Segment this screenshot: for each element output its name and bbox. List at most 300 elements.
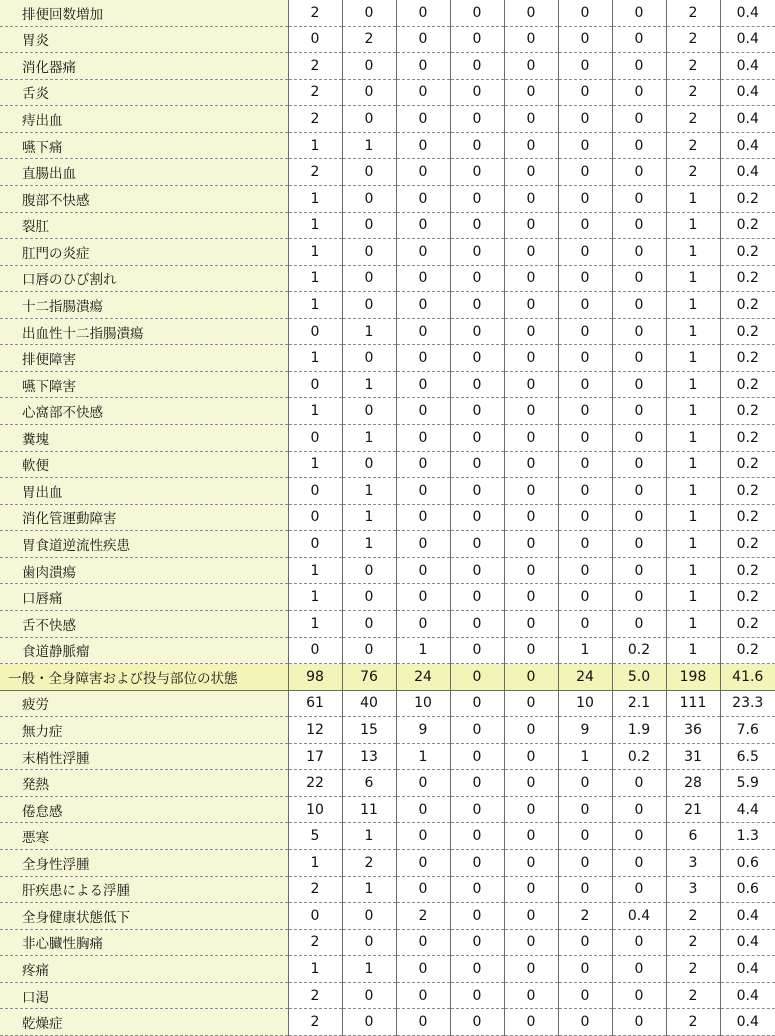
value-cell: 0 (288, 26, 342, 53)
table-row (0, 690, 775, 717)
table-row (0, 26, 775, 53)
value-cell: 0 (612, 531, 666, 558)
value-cell: 0.2 (720, 584, 775, 611)
value-cell: 0 (450, 318, 504, 345)
value-cell: 2 (288, 106, 342, 133)
value-cell: 0 (612, 850, 666, 877)
value-cell: 24 (558, 664, 612, 691)
value-cell: 76 (342, 664, 396, 691)
event-name-cell: 排便障害 (0, 345, 288, 372)
value-cell: 0.2 (720, 212, 775, 239)
table-row (0, 345, 775, 372)
value-cell: 1 (666, 557, 720, 584)
value-cell: 0 (396, 823, 450, 850)
value-cell: 0 (612, 265, 666, 292)
value-cell: 0 (612, 823, 666, 850)
value-cell: 1 (288, 212, 342, 239)
value-cell: 0.6 (720, 850, 775, 877)
value-cell: 1 (342, 504, 396, 531)
value-cell: 1 (666, 637, 720, 664)
value-cell: 1 (666, 345, 720, 372)
value-cell: 0 (558, 876, 612, 903)
value-cell: 0 (558, 26, 612, 53)
value-cell: 0 (396, 0, 450, 26)
value-cell: 0 (612, 318, 666, 345)
value-cell: 0 (450, 664, 504, 691)
value-cell: 0 (612, 185, 666, 212)
table-row (0, 451, 775, 478)
value-cell: 61 (288, 690, 342, 717)
value-cell: 0 (612, 770, 666, 797)
event-name-cell: 全身性浮腫 (0, 850, 288, 877)
value-cell: 0 (504, 982, 558, 1009)
value-cell: 0 (342, 982, 396, 1009)
value-cell: 1 (666, 504, 720, 531)
value-cell: 1 (342, 956, 396, 983)
value-cell: 1 (558, 743, 612, 770)
value-cell: 7.6 (720, 717, 775, 744)
value-cell: 1 (666, 318, 720, 345)
value-cell: 0 (504, 478, 558, 505)
value-cell: 0 (450, 956, 504, 983)
value-cell: 0 (450, 903, 504, 930)
value-cell: 0 (504, 318, 558, 345)
value-cell: 0 (396, 531, 450, 558)
event-name-cell: 消化管運動障害 (0, 504, 288, 531)
value-cell: 41.6 (720, 664, 775, 691)
value-cell: 0 (504, 451, 558, 478)
value-cell: 23.3 (720, 690, 775, 717)
value-cell: 9 (396, 717, 450, 744)
value-cell: 2 (288, 929, 342, 956)
event-name-cell: 倦怠感 (0, 796, 288, 823)
value-cell: 0.2 (720, 504, 775, 531)
value-cell: 0 (504, 398, 558, 425)
value-cell: 1 (666, 185, 720, 212)
value-cell: 0 (504, 212, 558, 239)
value-cell: 0 (342, 106, 396, 133)
value-cell: 0 (504, 743, 558, 770)
value-cell: 12 (288, 717, 342, 744)
value-cell: 5 (288, 823, 342, 850)
value-cell: 0.6 (720, 876, 775, 903)
value-cell: 17 (288, 743, 342, 770)
value-cell: 0.4 (720, 1009, 775, 1036)
value-cell: 0 (450, 557, 504, 584)
value-cell: 0 (396, 425, 450, 452)
value-cell: 0 (558, 770, 612, 797)
value-cell: 0.2 (720, 451, 775, 478)
event-name-cell: 裂肛 (0, 212, 288, 239)
value-cell: 0 (288, 504, 342, 531)
value-cell: 198 (666, 664, 720, 691)
value-cell: 0 (558, 557, 612, 584)
value-cell: 0 (342, 451, 396, 478)
event-name-cell: 乾燥症 (0, 1009, 288, 1036)
value-cell: 0 (450, 185, 504, 212)
value-cell: 0 (342, 1009, 396, 1036)
value-cell: 0 (450, 53, 504, 80)
value-cell: 10 (396, 690, 450, 717)
table-row (0, 318, 775, 345)
value-cell: 0.2 (720, 371, 775, 398)
value-cell: 2 (666, 982, 720, 1009)
value-cell: 6.5 (720, 743, 775, 770)
value-cell: 0 (396, 584, 450, 611)
value-cell: 2 (666, 53, 720, 80)
value-cell: 0 (396, 876, 450, 903)
value-cell: 28 (666, 770, 720, 797)
value-cell: 0.2 (720, 239, 775, 266)
value-cell: 0 (558, 531, 612, 558)
value-cell: 5.9 (720, 770, 775, 797)
value-cell: 0.2 (720, 318, 775, 345)
value-cell: 10 (288, 796, 342, 823)
table-row (0, 531, 775, 558)
value-cell: 0 (396, 265, 450, 292)
value-cell: 0 (342, 159, 396, 186)
value-cell: 0 (450, 637, 504, 664)
value-cell: 0.2 (720, 425, 775, 452)
table-row (0, 796, 775, 823)
value-cell: 0.2 (720, 531, 775, 558)
value-cell: 1 (288, 610, 342, 637)
value-cell: 0 (396, 504, 450, 531)
value-cell: 0 (558, 265, 612, 292)
value-cell: 0 (612, 292, 666, 319)
table-row (0, 239, 775, 266)
table-row (0, 504, 775, 531)
value-cell: 0 (612, 796, 666, 823)
event-name-cell: 全身健康状態低下 (0, 903, 288, 930)
value-cell: 0 (396, 132, 450, 159)
value-cell: 0 (558, 982, 612, 1009)
value-cell: 0 (612, 557, 666, 584)
value-cell: 1 (666, 584, 720, 611)
value-cell: 1 (666, 265, 720, 292)
value-cell: 0 (558, 1009, 612, 1036)
value-cell: 2 (288, 159, 342, 186)
value-cell: 0 (450, 823, 504, 850)
value-cell: 0.4 (720, 159, 775, 186)
value-cell: 0 (396, 239, 450, 266)
table-row (0, 982, 775, 1009)
value-cell: 1 (288, 292, 342, 319)
value-cell: 111 (666, 690, 720, 717)
value-cell: 0 (342, 212, 396, 239)
value-cell: 0 (612, 0, 666, 26)
value-cell: 0 (612, 425, 666, 452)
value-cell: 1 (342, 823, 396, 850)
value-cell: 0 (558, 53, 612, 80)
value-cell: 0 (450, 239, 504, 266)
value-cell: 2 (396, 903, 450, 930)
value-cell: 0 (450, 850, 504, 877)
value-cell: 0.4 (720, 903, 775, 930)
table-row (0, 717, 775, 744)
value-cell: 2 (288, 79, 342, 106)
value-cell: 0 (612, 398, 666, 425)
value-cell: 1.3 (720, 823, 775, 850)
event-name-cell: 非心臓性胸痛 (0, 929, 288, 956)
table-row (0, 371, 775, 398)
value-cell: 0.2 (720, 265, 775, 292)
value-cell: 2 (288, 876, 342, 903)
value-cell: 0 (504, 1009, 558, 1036)
value-cell: 0 (396, 79, 450, 106)
value-cell: 0 (558, 796, 612, 823)
value-cell: 2 (342, 850, 396, 877)
table-row (0, 478, 775, 505)
value-cell: 0 (612, 132, 666, 159)
value-cell: 0 (396, 770, 450, 797)
value-cell: 0 (558, 584, 612, 611)
table-row (0, 743, 775, 770)
value-cell: 0 (450, 26, 504, 53)
value-cell: 2 (288, 982, 342, 1009)
value-cell: 0 (612, 1009, 666, 1036)
value-cell: 2 (558, 903, 612, 930)
value-cell: 1 (666, 292, 720, 319)
value-cell: 31 (666, 743, 720, 770)
value-cell: 0 (396, 106, 450, 133)
value-cell: 0 (396, 982, 450, 1009)
value-cell: 0 (342, 79, 396, 106)
value-cell: 0 (396, 478, 450, 505)
value-cell: 2 (342, 26, 396, 53)
table-row (0, 265, 775, 292)
event-name-cell: 無力症 (0, 717, 288, 744)
value-cell: 0 (558, 185, 612, 212)
value-cell: 1 (288, 345, 342, 372)
value-cell: 0 (612, 239, 666, 266)
value-cell: 0 (558, 610, 612, 637)
value-cell: 0.4 (720, 132, 775, 159)
value-cell: 0 (396, 185, 450, 212)
value-cell: 15 (342, 717, 396, 744)
value-cell: 0 (504, 504, 558, 531)
value-cell: 2 (666, 132, 720, 159)
value-cell: 0 (396, 451, 450, 478)
value-cell: 0 (288, 425, 342, 452)
value-cell: 1 (342, 478, 396, 505)
value-cell: 1 (288, 185, 342, 212)
value-cell: 0 (558, 504, 612, 531)
event-name-cell: 一般・全身障害および投与部位の状態 (0, 664, 288, 691)
value-cell: 0 (558, 318, 612, 345)
value-cell: 1 (396, 743, 450, 770)
value-cell: 0.4 (612, 903, 666, 930)
event-name-cell: 舌不快感 (0, 610, 288, 637)
value-cell: 1 (288, 850, 342, 877)
table-row (0, 185, 775, 212)
value-cell: 0 (450, 265, 504, 292)
value-cell: 1 (288, 451, 342, 478)
event-name-cell: 胃炎 (0, 26, 288, 53)
value-cell: 0 (342, 265, 396, 292)
event-name-cell: 口唇痛 (0, 584, 288, 611)
value-cell: 21 (666, 796, 720, 823)
value-cell: 0 (450, 159, 504, 186)
value-cell: 0 (504, 132, 558, 159)
table-row (0, 159, 775, 186)
event-name-cell: 食道静脈瘤 (0, 637, 288, 664)
value-cell: 0 (612, 159, 666, 186)
value-cell: 13 (342, 743, 396, 770)
value-cell: 2 (288, 53, 342, 80)
event-name-cell: 腹部不快感 (0, 185, 288, 212)
value-cell: 0.4 (720, 982, 775, 1009)
value-cell: 0 (288, 318, 342, 345)
event-name-cell: 肛門の炎症 (0, 239, 288, 266)
value-cell: 0 (612, 345, 666, 372)
event-name-cell: 疲労 (0, 690, 288, 717)
value-cell: 0 (288, 637, 342, 664)
value-cell: 0 (342, 637, 396, 664)
value-cell: 0 (558, 371, 612, 398)
value-cell: 0 (612, 982, 666, 1009)
value-cell: 0.2 (720, 185, 775, 212)
value-cell: 2 (666, 0, 720, 26)
value-cell: 1 (288, 557, 342, 584)
value-cell: 1 (666, 239, 720, 266)
value-cell: 36 (666, 717, 720, 744)
value-cell: 0 (504, 717, 558, 744)
value-cell: 0 (450, 132, 504, 159)
value-cell: 0 (342, 398, 396, 425)
value-cell: 1 (342, 132, 396, 159)
value-cell: 1 (288, 265, 342, 292)
value-cell: 0 (396, 1009, 450, 1036)
value-cell: 1 (288, 956, 342, 983)
event-name-cell: 肝疾患による浮腫 (0, 876, 288, 903)
value-cell: 0 (504, 690, 558, 717)
event-name-cell: 胃食道逆流性疾患 (0, 531, 288, 558)
value-cell: 1 (666, 478, 720, 505)
value-cell: 3 (666, 850, 720, 877)
value-cell: 0 (504, 903, 558, 930)
table-row (0, 1009, 775, 1036)
value-cell: 0 (612, 53, 666, 80)
event-name-cell: 軟便 (0, 451, 288, 478)
table-row (0, 610, 775, 637)
value-cell: 0 (504, 929, 558, 956)
event-name-cell: 歯肉潰瘍 (0, 557, 288, 584)
value-cell: 0 (450, 79, 504, 106)
value-cell: 1 (342, 876, 396, 903)
value-cell: 0.4 (720, 106, 775, 133)
value-cell: 0 (342, 610, 396, 637)
value-cell: 1 (396, 637, 450, 664)
value-cell: 0.2 (720, 345, 775, 372)
value-cell: 0 (504, 850, 558, 877)
value-cell: 3 (666, 876, 720, 903)
value-cell: 0 (450, 584, 504, 611)
value-cell: 0 (342, 0, 396, 26)
event-name-cell: 糞塊 (0, 425, 288, 452)
table-row (0, 584, 775, 611)
value-cell: 2 (666, 79, 720, 106)
value-cell: 2.1 (612, 690, 666, 717)
value-cell: 1 (288, 398, 342, 425)
value-cell: 0 (504, 796, 558, 823)
value-cell: 0 (504, 185, 558, 212)
value-cell: 0 (450, 1009, 504, 1036)
value-cell: 0 (504, 106, 558, 133)
event-name-cell: 発熱 (0, 770, 288, 797)
value-cell: 0 (342, 292, 396, 319)
value-cell: 0 (450, 106, 504, 133)
value-cell: 0.2 (612, 637, 666, 664)
value-cell: 1 (666, 398, 720, 425)
value-cell: 0 (396, 53, 450, 80)
event-name-cell: 末梢性浮腫 (0, 743, 288, 770)
value-cell: 0 (396, 557, 450, 584)
value-cell: 0 (450, 425, 504, 452)
table-row (0, 637, 775, 664)
value-cell: 0 (342, 929, 396, 956)
value-cell: 0 (612, 478, 666, 505)
value-cell: 6 (666, 823, 720, 850)
value-cell: 0 (396, 345, 450, 372)
event-name-cell: 舌炎 (0, 79, 288, 106)
value-cell: 1 (288, 584, 342, 611)
value-cell: 0 (612, 371, 666, 398)
value-cell: 0 (450, 770, 504, 797)
event-name-cell: 消化器痛 (0, 53, 288, 80)
value-cell: 0.4 (720, 929, 775, 956)
event-name-cell: 嚥下障害 (0, 371, 288, 398)
value-cell: 0.4 (720, 956, 775, 983)
value-cell: 1 (342, 371, 396, 398)
value-cell: 0 (450, 0, 504, 26)
table-row (0, 398, 775, 425)
value-cell: 0 (450, 292, 504, 319)
value-cell: 1 (558, 637, 612, 664)
value-cell: 1 (342, 531, 396, 558)
value-cell: 0 (450, 504, 504, 531)
value-cell: 0 (558, 212, 612, 239)
value-cell: 0.4 (720, 53, 775, 80)
value-cell: 0 (612, 504, 666, 531)
value-cell: 0 (558, 132, 612, 159)
value-cell: 0.4 (720, 26, 775, 53)
value-cell: 0 (558, 929, 612, 956)
value-cell: 0 (396, 318, 450, 345)
value-cell: 1.9 (612, 717, 666, 744)
value-cell: 0 (396, 956, 450, 983)
value-cell: 0 (504, 0, 558, 26)
value-cell: 2 (666, 1009, 720, 1036)
value-cell: 0 (396, 796, 450, 823)
table-row (0, 292, 775, 319)
value-cell: 0 (450, 478, 504, 505)
table-row (0, 557, 775, 584)
value-cell: 0 (450, 717, 504, 744)
value-cell: 1 (342, 318, 396, 345)
value-cell: 0 (288, 531, 342, 558)
value-cell: 0.2 (720, 557, 775, 584)
value-cell: 5.0 (612, 664, 666, 691)
value-cell: 0 (504, 53, 558, 80)
value-cell: 0 (612, 212, 666, 239)
value-cell: 0 (342, 185, 396, 212)
value-cell: 0 (504, 664, 558, 691)
value-cell: 0 (450, 796, 504, 823)
value-cell: 0 (558, 425, 612, 452)
table-row (0, 770, 775, 797)
value-cell: 0 (612, 956, 666, 983)
